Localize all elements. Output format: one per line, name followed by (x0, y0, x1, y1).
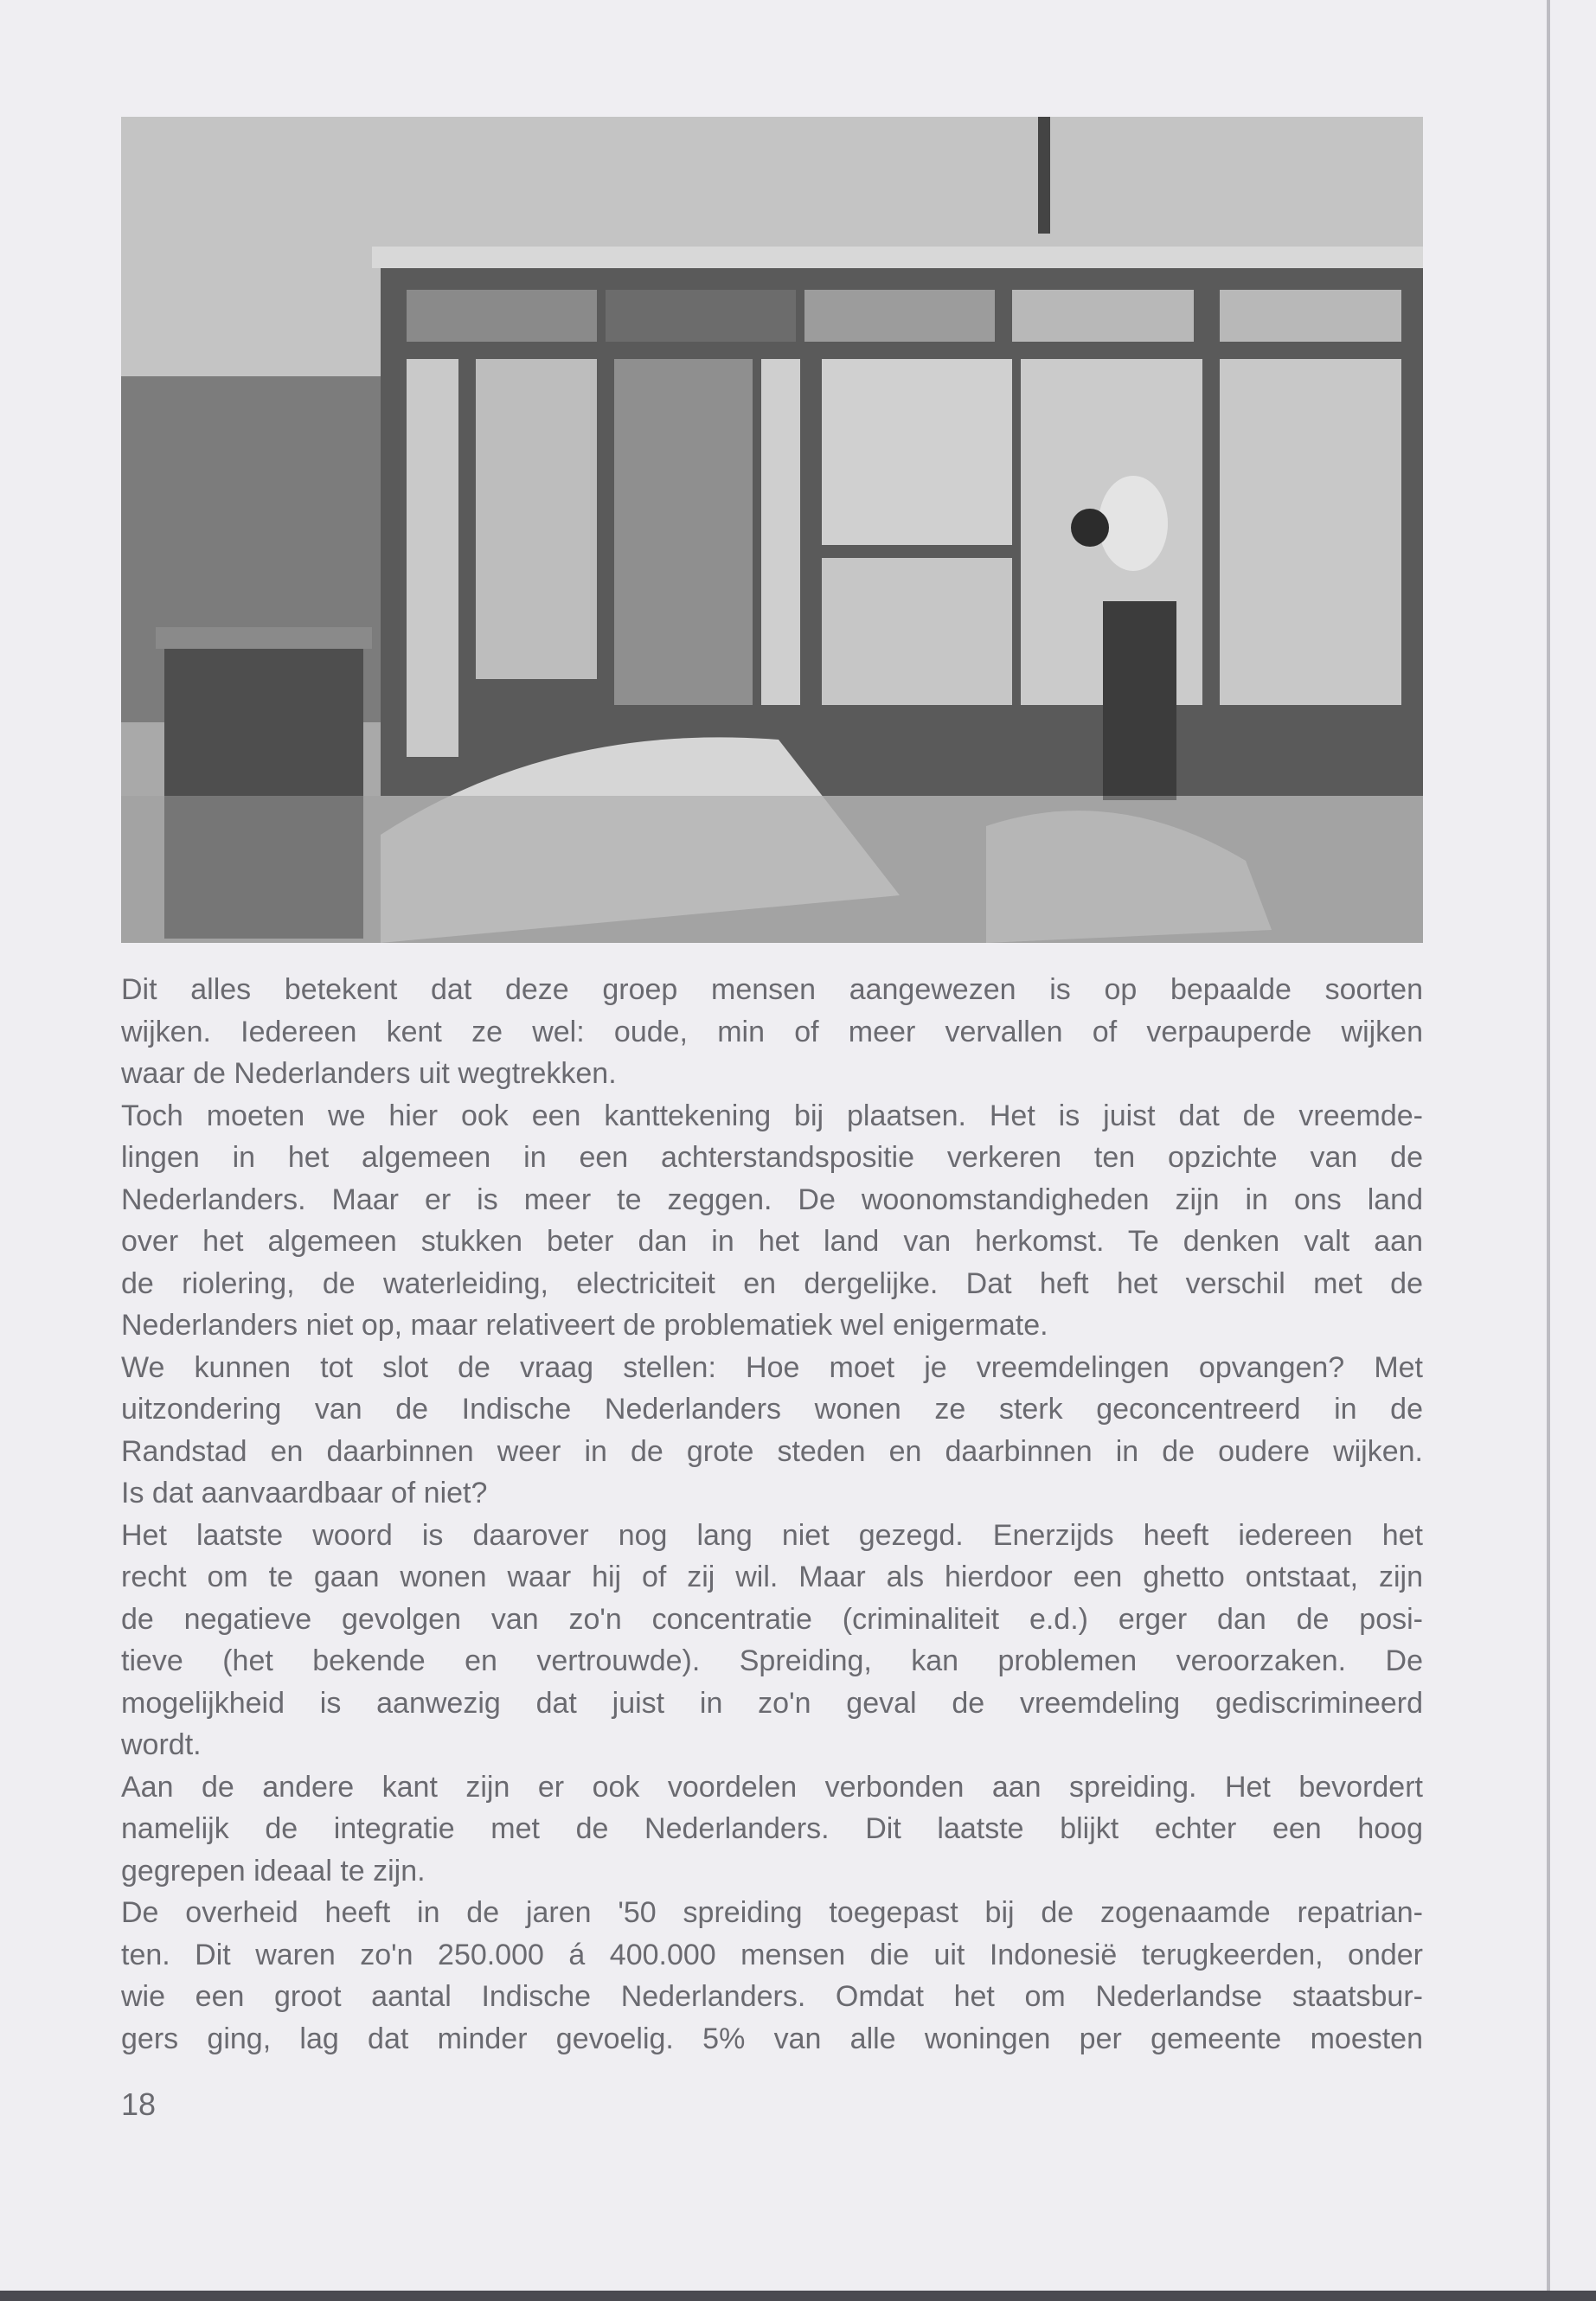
text-line: Nederlanders. Maar er is meer te zeggen. De woonomstandigheden zijn in ons land (121, 1183, 1423, 1216)
text-line: We kunnen tot slot de vraag stellen: Hoe moet je vreemdelingen opvangen? Met (121, 1350, 1423, 1384)
text-line: uitzondering van de Indische Nederlanders wonen ze sterk geconcentreerd in de (121, 1393, 1423, 1426)
text-line: Dit alles betekent dat deze groep mensen aangewezen is op bepaalde soorten (121, 973, 1423, 1006)
text-line: gegrepen ideaal te zijn. (121, 1854, 426, 1888)
text-line: Nederlanders niet op, maar relativeert de problematiek wel enigermate. (121, 1309, 1048, 1342)
text-line: Is dat aanvaardbaar of niet? (121, 1477, 488, 1509)
text-line: namelijk de integratie met de Nederlanders. Dit laatste blijkt echter een hoog (121, 1812, 1423, 1845)
paragraph (121, 1892, 1423, 2060)
text-line: lingen in het algemeen in een achterstandspositie verkeren ten opzichte van de (121, 1141, 1423, 1174)
text-line: De overheid heeft in de jaren '50 spreiding toegepast bij de zogenaamde repatrian- (121, 1896, 1423, 1929)
page-edge (1547, 0, 1550, 2301)
text-line: mogelijkheid is aanwezig dat juist in zo'n geval de vreemdeling gediscrimineerd (121, 1686, 1423, 1720)
text-line: Toch moeten we hier ook een kanttekening bij plaatsen. Het is juist dat de vreemde- (121, 1099, 1423, 1132)
text-line: recht om te gaan wonen waar hij of zij wil. Maar als hierdoor een ghetto ontstaat, zijn (121, 1561, 1423, 1593)
text-line: wijken. Iedereen kent ze wel: oude, min of meer vervallen of verpauperde wijken (121, 1015, 1423, 1048)
text-line: de negatieve gevolgen van zo'n concentratie (criminaliteit e.d.) erger dan de posi- (121, 1602, 1423, 1636)
photo-house-with-woman (121, 117, 1423, 943)
paragraph (121, 1515, 1423, 1766)
text-line: wordt. (121, 1728, 202, 1761)
text-line: Randstad en daarbinnen weer in de grote steden en daarbinnen in de oudere wijken. (121, 1434, 1423, 1468)
body-text (121, 969, 1423, 2060)
scan-edge (0, 2291, 1596, 2301)
paragraph (121, 1095, 1423, 1347)
text-line: tieve (het bekende en vertrouwde). Spreiding, kan problemen veroorzaken. De (121, 1644, 1423, 1677)
text-line: Aan de andere kant zijn er ook voordelen verbonden aan spreiding. Het bevordert (121, 1770, 1423, 1804)
text-line: Het laatste woord is daarover nog lang niet gezegd. Enerzijds heeft iedereen het (121, 1518, 1423, 1552)
text-line: wie een groot aantal Indische Nederlanders. Omdat het om Nederlandse staatsbur- (121, 1980, 1423, 2013)
paragraph (121, 1766, 1423, 1893)
text-line: de riolering, de waterleiding, electriciteit en dergelijke. Dat heft het verschil met de (121, 1266, 1423, 1300)
text-line: waar de Nederlanders uit wegtrekken. (121, 1057, 617, 1090)
text-line: over het algemeen stukken beter dan in het land van herkomst. Te denken valt aan (121, 1225, 1423, 1258)
paragraph (121, 1347, 1423, 1515)
text-line: ten. Dit waren zo'n 250.000 á 400.000 mensen die uit Indonesië terugkeerden, onder (121, 1938, 1423, 1971)
page-number: 18 (121, 2086, 157, 2122)
text-line: gers ging, lag dat minder gevoelig. 5% van alle woningen per gemeente moesten (121, 2022, 1423, 2055)
paragraph (121, 969, 1423, 1095)
